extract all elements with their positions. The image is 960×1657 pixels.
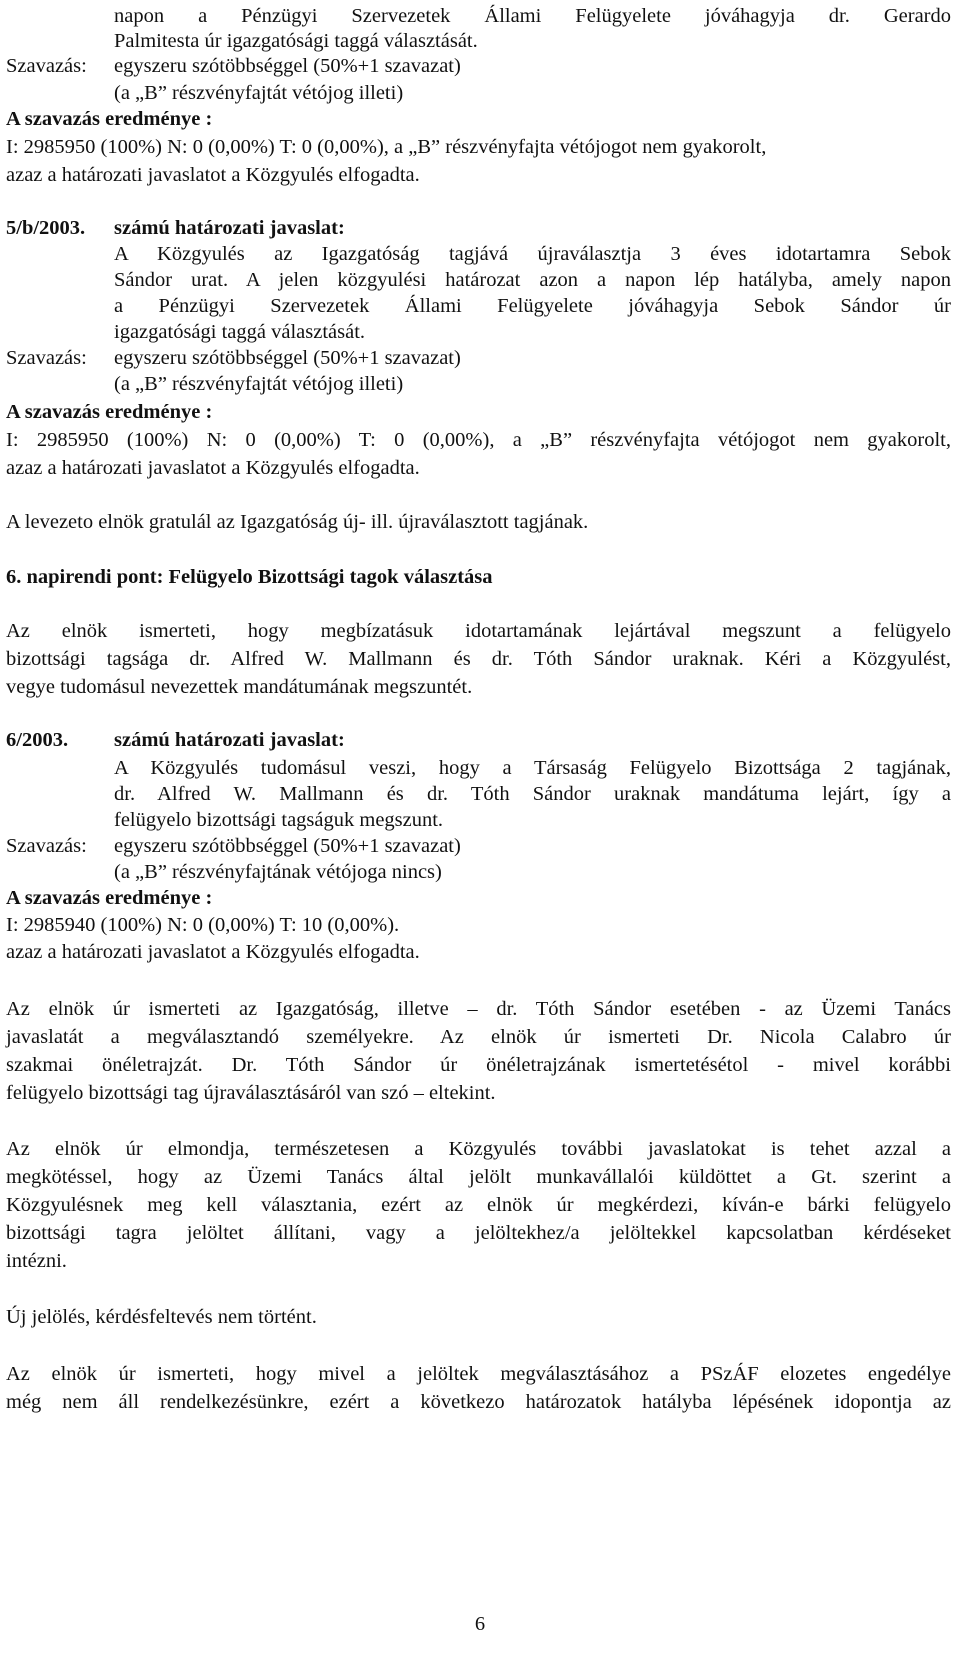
text-line: igazgatósági taggá választását. xyxy=(114,321,366,343)
page-number: 6 xyxy=(474,1613,486,1635)
veto-note: (a „B” részvényfajtának vétójoga nincs) xyxy=(114,861,442,883)
text-line: javaslatát a megválasztandó személyekre. Az elnök úr ismerteti Dr. Nicola Calabro úr xyxy=(6,1026,951,1048)
result-label: A szavazás eredménye : xyxy=(6,887,213,909)
agenda-title: 6. napirendi pont: Felügyelo Bizottsági tagok választása xyxy=(6,566,493,588)
veto-note: (a „B” részvényfajtát vétójog illeti) xyxy=(114,373,404,395)
text-line: Az elnök ismerteti, hogy megbízatásuk idotartamának lejártával megszunt a felügyelo xyxy=(6,620,951,642)
vote-label: Szavazás: xyxy=(6,55,87,77)
text-line: A Közgyulés tudomásul veszi, hogy a Társaság Felügyelo Bizottsága 2 tagjának, xyxy=(114,757,951,779)
result-line: I: 2985950 (100%) N: 0 (0,00%) T: 0 (0,00%), a „B” részvényfajta vétójogot nem gyakorolt, xyxy=(6,429,951,451)
result-line: I: 2985940 (100%) N: 0 (0,00%) T: 10 (0,00%). xyxy=(6,914,400,936)
text-line: bizottsági tagsága dr. Alfred W. Mallmann és dr. Tóth Sándor uraknak. Kéri a Közgyulést, xyxy=(6,648,951,670)
text-line: dr. Alfred W. Mallmann és dr. Tóth Sándor uraknak mandátuma lejárt, így a xyxy=(114,783,951,805)
vote-value: egyszeru szótöbbséggel (50%+1 szavazat) xyxy=(114,347,461,369)
text-line: napon a Pénzügyi Szervezetek Állami Felügyelete jóváhagyja dr. Gerardo xyxy=(114,5,951,27)
text-line: még nem áll rendelkezésünkre, ezért a következo határozatok hatályba lépésének idopontja az xyxy=(6,1391,951,1413)
text-line: megkötéssel, hogy az Üzemi Tanács által jelölt munkavállalói küldöttet a Gt. szerint a xyxy=(6,1166,951,1188)
resolution-number: 6/2003. xyxy=(6,729,69,751)
text-line: felügyelo bizottsági tag újraválasztásáról van szó – eltekint. xyxy=(6,1082,496,1104)
vote-label: Szavazás: xyxy=(6,347,87,369)
text-line: intézni. xyxy=(6,1250,67,1272)
vote-value: egyszeru szótöbbséggel (50%+1 szavazat) xyxy=(114,55,461,77)
result-label: A szavazás eredménye : xyxy=(6,401,213,423)
vote-label: Szavazás: xyxy=(6,835,87,857)
accepted-line: azaz a határozati javaslatot a Közgyulés elfogadta. xyxy=(6,164,420,186)
text-line: vegye tudomásul nevezettek mandátumának megszuntét. xyxy=(6,676,473,698)
text-line: Sándor urat. A jelen közgyulési határozat azon a napon lép hatályba, amely napon xyxy=(114,269,951,291)
result-label: A szavazás eredménye : xyxy=(6,108,213,130)
text-line: Az elnök úr elmondja, természetesen a Közgyulés további javaslatokat is tehet azzal a xyxy=(6,1138,951,1160)
text-line: Új jelölés, kérdésfeltevés nem történt. xyxy=(6,1306,317,1328)
vote-value: egyszeru szótöbbséggel (50%+1 szavazat) xyxy=(114,835,461,857)
veto-note: (a „B” részvényfajtát vétójog illeti) xyxy=(114,82,404,104)
resolution-heading: számú határozati javaslat: xyxy=(114,217,345,239)
result-line: I: 2985950 (100%) N: 0 (0,00%) T: 0 (0,00%), a „B” részvényfajta vétójogot nem gyakorolt, xyxy=(6,136,767,158)
text-line: bizottsági tagra jelöltet állítani, vagy a jelöltekhez/a jelöltekkel kapcsolatban kérdéseket xyxy=(6,1222,951,1244)
resolution-heading: számú határozati javaslat: xyxy=(114,729,345,751)
text-line: a Pénzügyi Szervezetek Állami Felügyelete jóváhagyja Sebok Sándor úr xyxy=(114,295,951,317)
text-line: Az elnök úr ismerteti az Igazgatóság, illetve – dr. Tóth Sándor esetében - az Üzemi Tanács xyxy=(6,998,951,1020)
text-line: Az elnök úr ismerteti, hogy mivel a jelöltek megválasztásához a PSzÁF elozetes engedélye xyxy=(6,1363,951,1385)
text-line: Palmitesta úr igazgatósági taggá választását. xyxy=(114,30,478,52)
text-line: Közgyulésnek meg kell választania, ezért az elnök úr megkérdezi, kíván-e bárki felügyelo xyxy=(6,1194,951,1216)
accepted-line: azaz a határozati javaslatot a Közgyulés elfogadta. xyxy=(6,941,420,963)
resolution-number: 5/b/2003. xyxy=(6,217,86,239)
text-line: A Közgyulés az Igazgatóság tagjává újraválasztja 3 éves idotartamra Sebok xyxy=(114,243,951,265)
accepted-line: azaz a határozati javaslatot a Közgyulés elfogadta. xyxy=(6,457,420,479)
text-line: szakmai önéletrajzát. Dr. Tóth Sándor úr önéletrajzának ismertetésétol - mivel korábbi xyxy=(6,1054,951,1076)
text-line: felügyelo bizottsági tagságuk megszunt. xyxy=(114,809,444,831)
congratulation-line: A levezeto elnök gratulál az Igazgatóság új- ill. újraválasztott tagjának. xyxy=(6,511,589,533)
